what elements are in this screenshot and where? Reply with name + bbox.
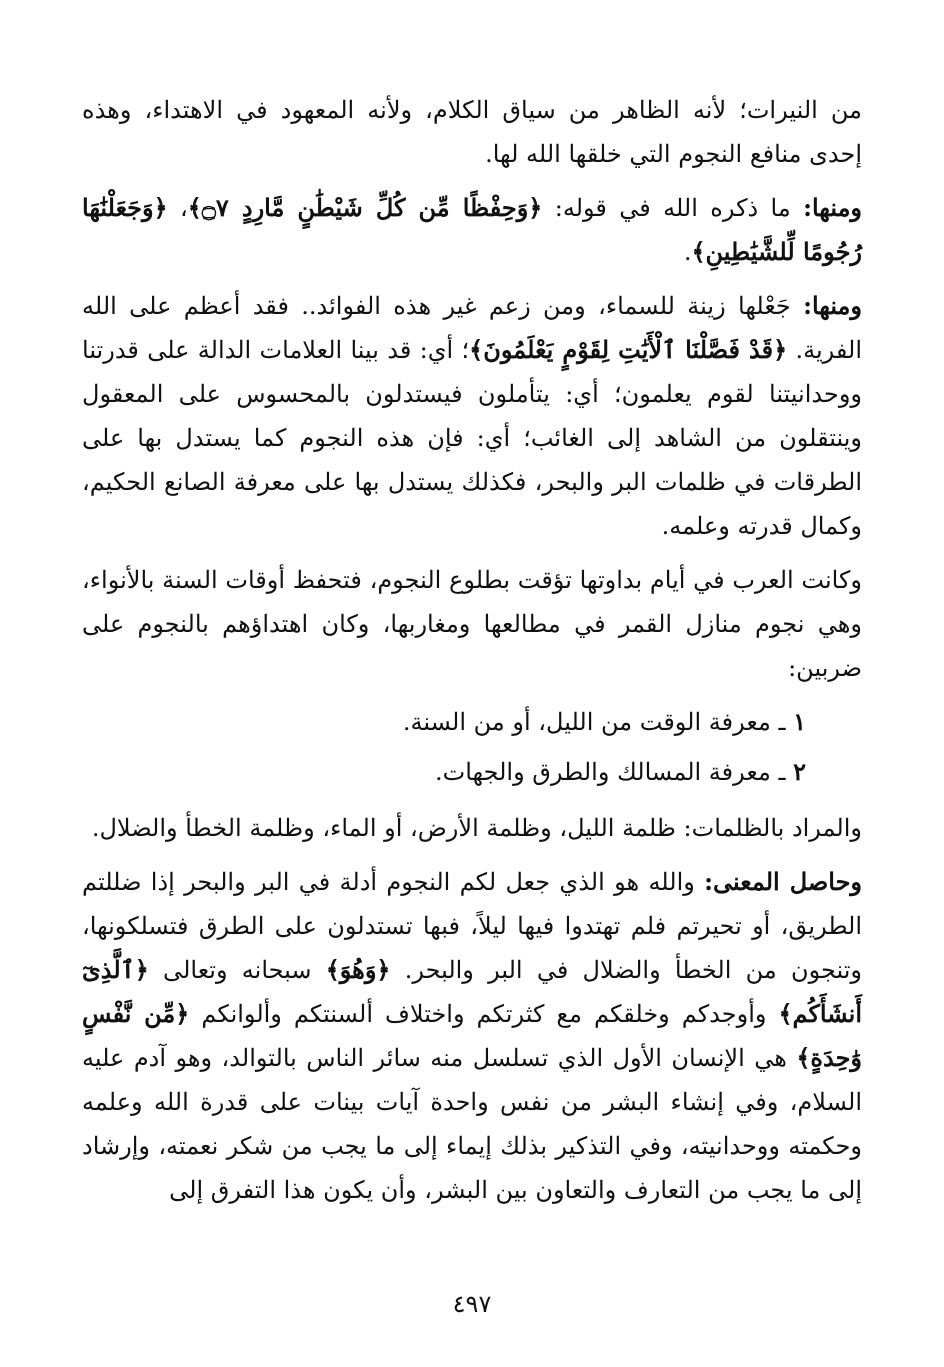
paragraph-2-lead: ومنها: (803, 193, 863, 222)
paragraph-2 (82, 186, 862, 274)
quran-verse-4: ﴿وَهُوَ﴾ (325, 955, 391, 984)
paragraph-3-lead: ومنها: (803, 291, 862, 320)
paragraph-4 (82, 558, 862, 690)
list-item-2-number: ٢ (793, 757, 806, 786)
paragraph-5 (82, 806, 862, 850)
paragraph-2-text-2: ، (167, 194, 188, 222)
page-body (82, 88, 862, 1222)
list-item-2-text: ـ معرفة المسالك والطرق والجهات. (435, 758, 794, 786)
list-item-1-text: ـ معرفة الوقت من الليل، أو من السنة. (402, 708, 794, 736)
paragraph-6-text-4: هي الإنسان الأول الذي تسلسل منه سائر الناس بالتوالد، وهو آدم عليه السلام، وفي إنشاء البشر من نفس واحدة آيات بينات على قدرة الله وعلمه وحكمته ووحدانيته، وفي التذكير بذلك إيماء إلى ما يجب من شكر نعمته، وإرشاد إلى ما يجب من التعارف والتعاون بين البشر، وأن يكون هذا التفرق إلى (82, 1044, 862, 1204)
quran-verse-6: ﴿مِّن نَّفْسٍ وَٰحِدَةٍ﴾ (82, 999, 862, 1072)
paragraph-6-lead: وحاصل المعنى: (704, 867, 863, 896)
quran-verse-1: ﴿وَحِفْظًا مِّن كُلِّ شَيْطَٰنٍ مَّارِدٍ ۝٧﴾ (187, 193, 543, 222)
paragraph-1-text: من النيرات؛ لأنه الظاهر من سياق الكلام، ولأنه المعهود في الاهتداء، وهذه إحدى منافع النجوم التي خلقها الله لها. (82, 96, 862, 168)
paragraph-2-text-3: . (683, 238, 692, 266)
paragraph-1 (82, 88, 862, 176)
paragraph-6-text-3: وأوجدكم وخلقكم مع كثرتكم واختلاف ألسنتكم وألوانكم (189, 1000, 779, 1028)
paragraph-6-text-2: سبحانه وتعالى (148, 956, 326, 984)
paragraph-2-text-1: ما ذكره الله في قوله: (542, 194, 804, 222)
list-item-1-number: ١ (793, 707, 806, 736)
page-number: ٤٩٧ (452, 1290, 492, 1318)
list-item-1 (82, 700, 862, 744)
paragraph-6-text-1: والله هو الذي جعل لكم النجوم أدلة في البر والبحر إذا ضللتم الطريق، أو تحيرتم فلم تهتدوا فيها ليلاً، فبها تستدلون على الطرق فتسلكونها، وتنجون من الخطأ والضلال في البر والبحر. (82, 868, 862, 984)
paragraph-6 (82, 860, 862, 1212)
paragraph-3-text-1: جَعْلها زينة للسماء، ومن زعم غير هذه الفوائد.. فقد أعظم على الله الفرية. (82, 292, 862, 364)
paragraph-3 (82, 284, 862, 548)
quran-verse-5: ﴿ٱلَّذِىٓ أَنشَأَكُم﴾ (82, 955, 862, 1028)
paragraph-5-text: والمراد بالظلمات: ظلمة الليل، وظلمة الأرض، أو الماء، وظلمة الخطأ والضلال. (91, 814, 862, 842)
quran-verse-3: ﴿قَدْ فَصَّلْنَا ٱلْأَيَٰتِ لِقَوْمٍ يَعْلَمُونَ﴾ (469, 335, 788, 364)
paragraph-3-text-2: ؛ أي: قد بينا العلامات الدالة على قدرتنا ووحدانيتنا لقوم يعلمون؛ أي: يتأملون فيستدلون بالمحسوس على المعقول وينتقلون من الشاهد إلى الغائب؛ أي: فإن هذه النجوم كما يستدل بها على الطرقات في ظلمات البر والبحر، فكذلك يستدل بها على معرفة الصانع الحكيم، وكمال قدرته وعلمه. (82, 336, 862, 540)
list-item-2 (82, 750, 862, 794)
quran-verse-2: ﴿وَجَعَلْنَٰهَا رُجُومًا لِّلشَّيَٰطِينِ﴾ (82, 193, 862, 266)
paragraph-4-text: وكانت العرب في أيام بداوتها تؤقت بطلوع النجوم، فتحفظ أوقات السنة بالأنواء، وهي نجوم منازل القمر في مطالعها ومغاربها، وكان اهتداؤهم بالنجوم على ضربين: (82, 566, 862, 682)
